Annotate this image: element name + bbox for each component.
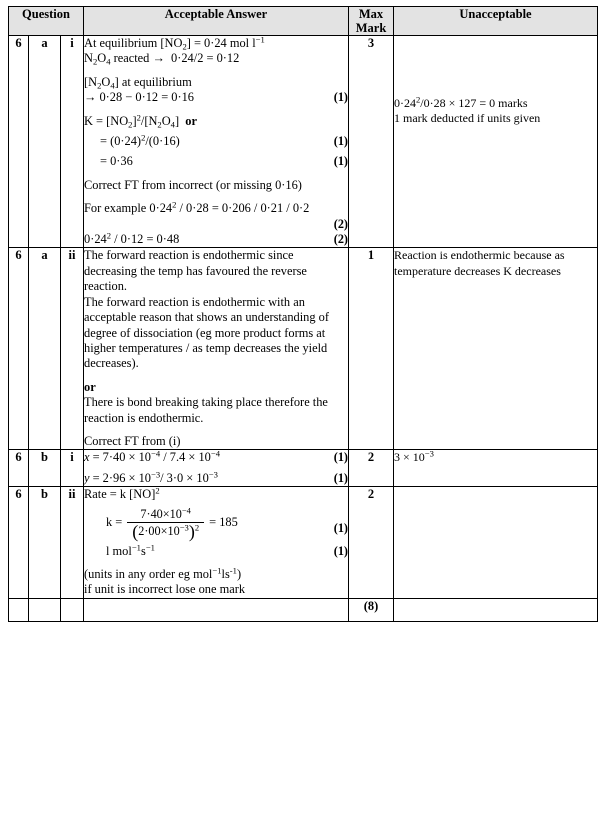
acceptable-answer-cell bbox=[84, 450, 349, 487]
answer-line: = $(0\cdot 24)^2/(0\cdot 16)$ (1) bbox=[100, 132, 348, 149]
total-question-sub-part bbox=[61, 598, 84, 621]
unacceptable-line: Reaction is endothermic because as temperature decreases K decreases bbox=[394, 248, 565, 278]
table-row bbox=[9, 450, 598, 487]
answer-line: For example $0\cdot 24^2 / 0\cdot 28 = 0\cdot 206 / 0\cdot 21 / 0\cdot 2$ bbox=[84, 199, 310, 216]
max-mark-value: 2 bbox=[349, 450, 394, 487]
table-row bbox=[9, 248, 598, 450]
mark-allocation: (1) bbox=[333, 520, 348, 535]
answer-paragraph: There is bond breaking taking place therefore the reaction is endothermic. bbox=[84, 395, 328, 425]
total-question-part bbox=[29, 598, 61, 621]
total-unacceptable-cell bbox=[394, 598, 598, 621]
max-mark-value: 1 bbox=[349, 248, 394, 450]
fraction bbox=[127, 505, 204, 542]
acceptable-answer-cell bbox=[84, 248, 349, 450]
total-answer-cell bbox=[84, 598, 349, 621]
mark-allocation: (1) bbox=[333, 154, 348, 169]
table-row bbox=[9, 36, 598, 248]
acceptable-answer-cell bbox=[84, 36, 349, 248]
unacceptable-cell bbox=[394, 487, 598, 599]
equation-lhs: k = bbox=[106, 514, 123, 529]
unacceptable-cell bbox=[394, 450, 598, 487]
answer-line: if unit is incorrect lose one mark bbox=[84, 582, 246, 597]
unacceptable-line: $0\cdot 24^2/0\cdot 28 \times 127 = 0$ marks bbox=[394, 94, 528, 110]
fraction-denominator: $(2\cdot 00\times 10^{-3})^2$ bbox=[127, 522, 204, 539]
question-sub-part: ii bbox=[61, 487, 84, 599]
header-row bbox=[9, 7, 598, 36]
answer-paragraph: The forward reaction is endothermic since decreasing the temp has favoured the reverse reaction. bbox=[84, 248, 307, 294]
table-header bbox=[9, 7, 598, 36]
unacceptable-line: 1 mark deducted if units given bbox=[394, 111, 541, 126]
mark-allocation: (1) bbox=[333, 470, 348, 485]
question-sub-part: i bbox=[61, 36, 84, 248]
answer-line: Correct FT from incorrect (or missing 0·16) bbox=[84, 177, 302, 192]
marking-scheme-table bbox=[8, 6, 598, 622]
question-number: 6 bbox=[9, 487, 29, 599]
question-part: b bbox=[29, 450, 61, 487]
unacceptable-line: $3 \times 10^{-3}$ bbox=[394, 448, 434, 465]
answer-line: = 0·36 (1) bbox=[100, 154, 348, 169]
max-mark-line-2: Mark bbox=[355, 21, 387, 35]
max-mark-value: 2 bbox=[349, 487, 394, 599]
fraction-numerator: $7\cdot 40\times 10^{-4}$ bbox=[140, 505, 191, 521]
answer-line: $K = [NO_2]^2/[N_2O_4]$ or bbox=[84, 112, 197, 130]
answer-paragraph: The forward reaction is endothermic with an acceptable reason that shows an understanding of degree of dissociation (eg more product forms at higher temperatures / as temp decreases the yield decreases). bbox=[84, 294, 329, 371]
answer-line: Rate = k [NO]$^2$ bbox=[84, 485, 160, 502]
column-header-question: Question bbox=[9, 7, 84, 36]
column-header-max-mark bbox=[349, 7, 394, 36]
column-header-acceptable-answer: Acceptable Answer bbox=[84, 7, 349, 36]
question-number: 6 bbox=[9, 36, 29, 248]
total-question-number bbox=[9, 598, 29, 621]
answer-line: $x = 7\cdot 40 \times 10^{-4} / 7.4 \times 10^{-4}$ (1) bbox=[84, 448, 348, 465]
acceptable-answer-cell bbox=[84, 487, 349, 599]
table-body bbox=[9, 36, 598, 622]
mark-allocation: (1) bbox=[333, 450, 348, 465]
answer-line: $N_2O_4$ reacted → 0·24/2 = 0·12 bbox=[84, 51, 240, 67]
total-row bbox=[9, 598, 598, 621]
question-number: 6 bbox=[9, 450, 29, 487]
total-mark-value: (8) bbox=[349, 598, 394, 621]
mark-allocation: (2) bbox=[333, 216, 348, 231]
answer-line: → 0·28 − 0·12 = 0·16 (1) bbox=[84, 90, 348, 105]
table-row bbox=[9, 487, 598, 599]
answer-line: (units in any order eg $mol^{-1}ls^{-1}$) bbox=[84, 565, 242, 581]
answer-line: $0\cdot 24^2 / 0\cdot 12 = 0\cdot 48$ (2) bbox=[84, 230, 348, 247]
max-mark-line-1: Max bbox=[358, 7, 384, 21]
answer-paragraph: or bbox=[84, 379, 96, 394]
answer-line: At equilibrium $[NO_2] = 0\cdot 24$ mol $l^{-1}$ bbox=[84, 34, 265, 52]
question-sub-part: ii bbox=[61, 248, 84, 450]
unacceptable-cell bbox=[394, 248, 598, 450]
mark-allocation: (1) bbox=[333, 543, 348, 558]
question-part: a bbox=[29, 36, 61, 248]
answer-line: l $mol^{-1}s^{-1}$ (1) bbox=[106, 542, 348, 558]
equation-rhs: = 185 bbox=[209, 514, 238, 529]
question-sub-part: i bbox=[61, 450, 84, 487]
question-part: b bbox=[29, 487, 61, 599]
mark-allocation: (2) bbox=[333, 232, 348, 247]
answer-line: $y = 2\cdot 96 \times 10^{-3}/$ $3\cdot 0 \times 10^{-3}$ (1) bbox=[84, 469, 348, 485]
rate-constant-equation bbox=[84, 505, 348, 542]
answer-paragraph: Correct FT from (i) bbox=[84, 433, 181, 448]
mark-allocation: (1) bbox=[333, 134, 348, 149]
question-number: 6 bbox=[9, 248, 29, 450]
max-mark-value: 3 bbox=[349, 36, 394, 248]
unacceptable-cell bbox=[394, 36, 598, 248]
answer-line: $[N_2O_4]$ at equilibrium bbox=[84, 74, 192, 91]
column-header-unacceptable: Unacceptable bbox=[394, 7, 598, 36]
question-part: a bbox=[29, 248, 61, 450]
mark-allocation: (1) bbox=[333, 90, 348, 105]
